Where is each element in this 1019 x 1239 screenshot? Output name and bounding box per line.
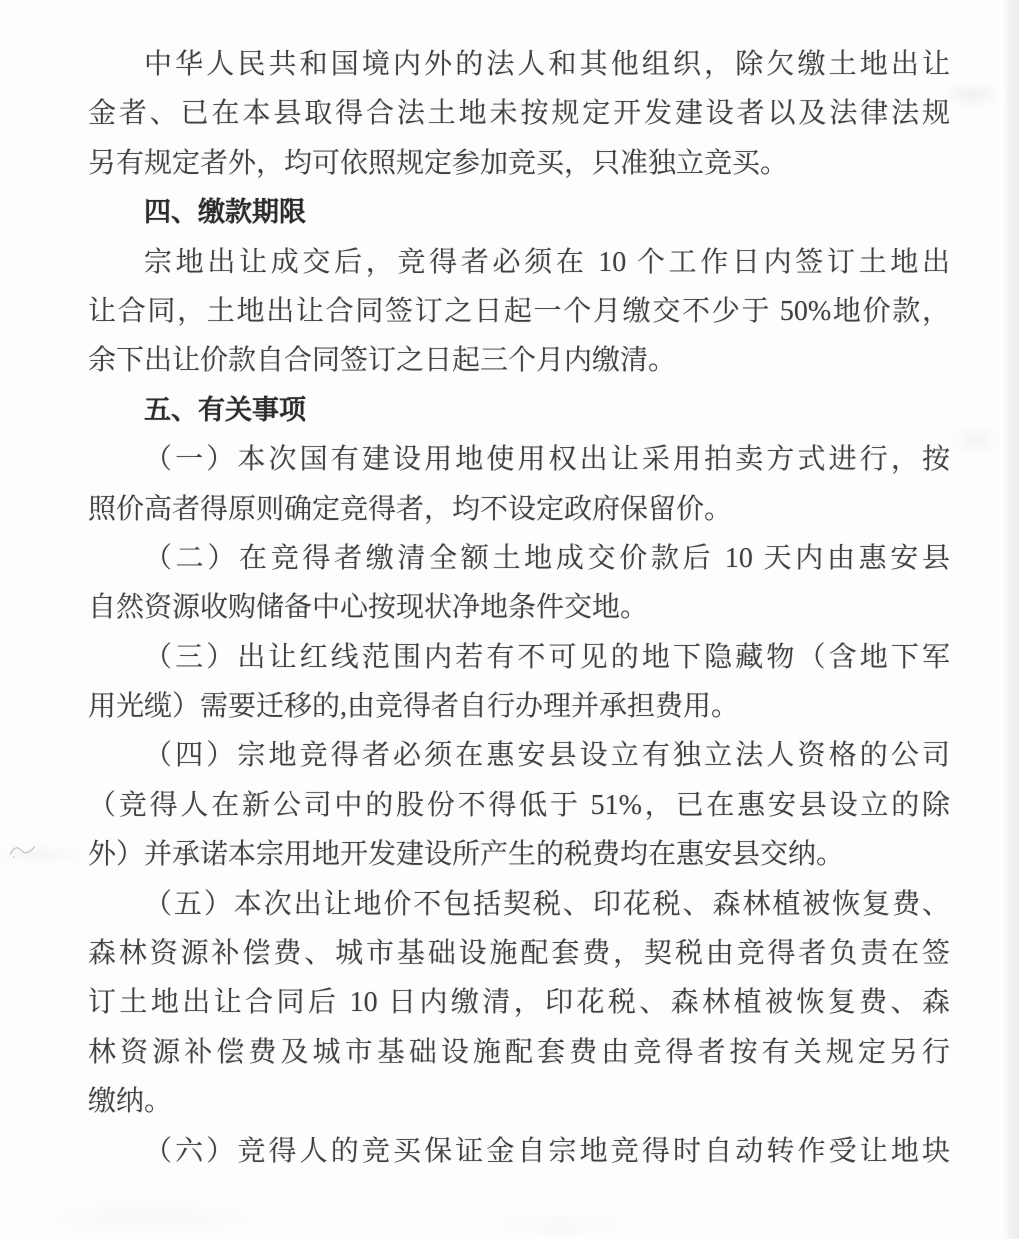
text-line: 订土地出让合同后 10 日内缴清，印花税、森林植被恢复费、森 [88,987,950,1019]
text-line: （六）竞得人的竞买保证金自宗地竞得时自动转作受让地块 [144,1135,950,1167]
text-line: 森林资源补偿费、城市基础设施配套费，契税由竞得者负责在签 [88,938,950,970]
section-heading: 五、有关事项 [144,394,306,425]
text-line: 金者、已在本县取得合法土地未按规定开发建设者以及法律法规 [88,98,950,130]
text-line: （一）本次国有建设用地使用权出让采用拍卖方式进行，按 [144,444,950,476]
pencil-smudge-artifact [7,840,39,861]
text-line: （二）在竞得者缴清全额土地成交价款后 10 天内由惠安县 [144,542,950,574]
text-line: 中华人民共和国境内外的法人和其他组织，除欠缴土地出让 [144,49,950,80]
scan-edge-strip [1003,0,1019,1239]
text-line: 宗地出让成交后，竞得者必须在 10 个工作日内签订土地出 [144,246,950,278]
text-line: 让合同，土地出让合同签订之日起一个月缴交不少于 50%地价款， [88,295,950,327]
text-line: 照价高者得原则确定竞得者，均不设定政府保留价。 [88,493,733,525]
text-line: 林资源补偿费及城市基础设施配套费由竞得者按有关规定另行 [88,1036,950,1068]
text-line: （竞得人在新公司中的股份不得低于 51%，已在惠安县设立的除 [88,789,950,821]
text-line: 另有规定者外，均可依照规定参加竞买，只准独立竞买。 [88,147,789,179]
text-line: 用光缆）需要迁移的,由竞得者自行办理并承担费用。 [88,691,740,723]
text-line: （三）出让红线范围内若有不可见的地下隐藏物（含地下军 [144,641,950,673]
text-line: 缴纳。 [88,1086,173,1118]
text-line: （四）宗地竞得者必须在惠安县设立有独立法人资格的公司 [144,740,950,772]
section-heading: 四、缴款期限 [144,197,306,228]
text-line: 外）并承诺本宗用地开发建设所产生的税费均在惠安县交纳。 [88,839,845,871]
text-line: 余下出让价款自合同签订之日起三个月内缴清。 [88,345,677,377]
text-line: 自然资源收购储备中心按现状净地条件交地。 [88,592,649,624]
text-line: （五）本次出让地价不包括契税、印花税、森林植被恢复费、 [144,888,950,920]
document-body [88,40,950,1176]
